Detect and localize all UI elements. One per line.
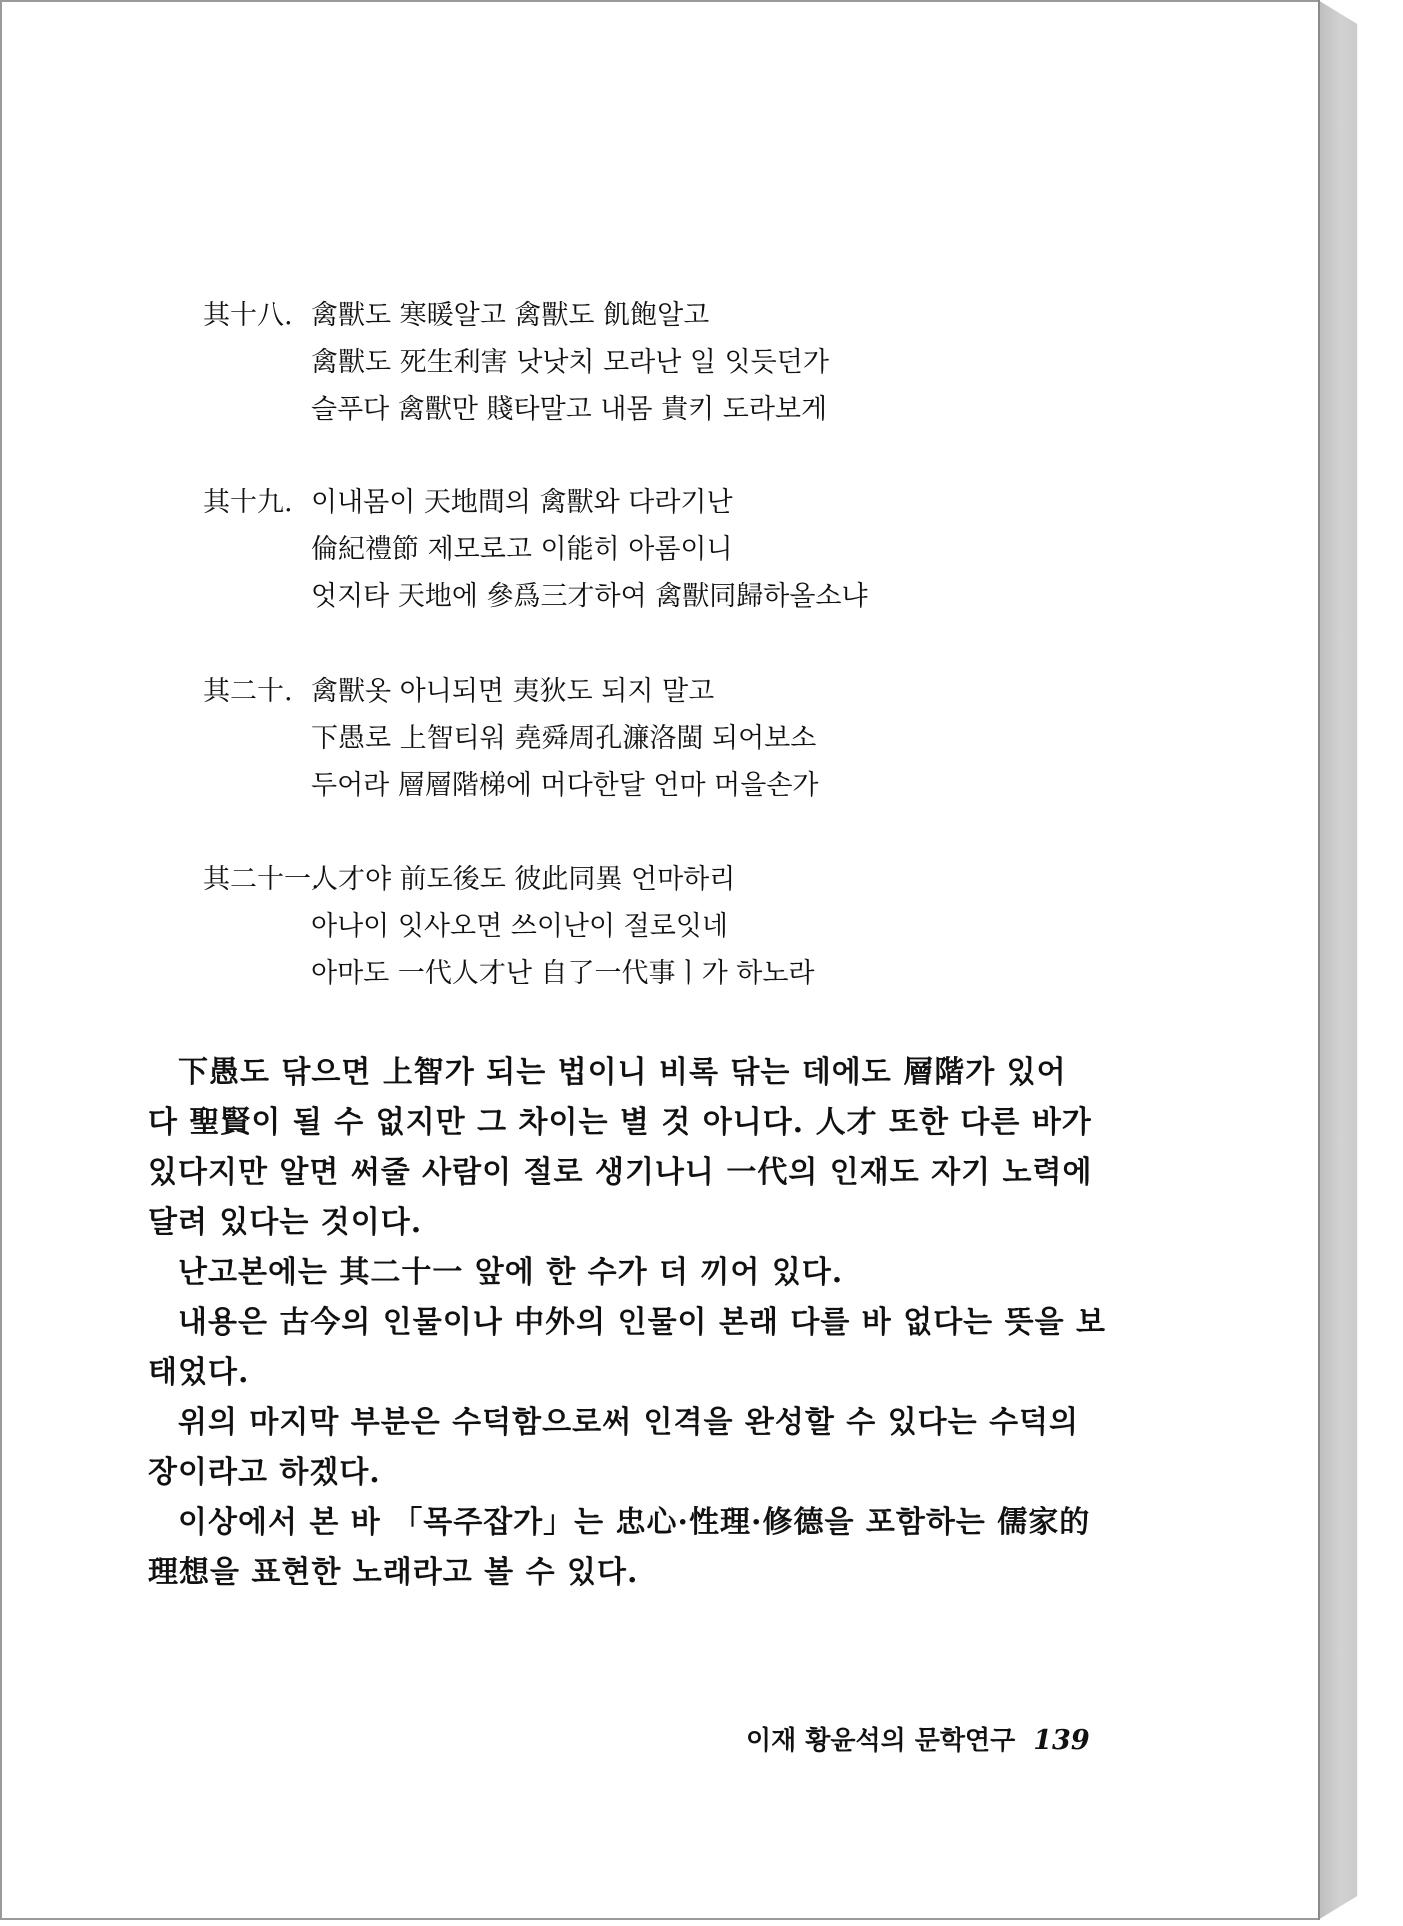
verse-18	[203, 292, 829, 433]
verse-text: 人才야 前도後도 彼此同異 언마하리	[311, 864, 736, 895]
verse-20	[203, 668, 818, 809]
commentary-paragraph: 내용은 古今의 인물이나 中外의 인물이 본래 다를 바 없다는 뜻을 보태었다.	[148, 1305, 1106, 1390]
verse-line	[203, 292, 829, 339]
commentary-paragraph: 下愚도 닦으면 上智가 되는 법이니 비록 닦는 데에도 層階가 있어 다 聖賢이 될 수 없지만 그 차이는 별 것 아니다. 人才 또한 다른 바가 있다지만 알면 써줄 사람이 절로 생기나니 一代의 인재도 자기 노력에 달려 있다는 것이다.	[148, 1055, 1093, 1240]
verse-text: 禽獸도 死生利害 낫낫치 모라난 일 잇듯던가	[311, 347, 829, 378]
verse-21	[203, 856, 815, 997]
verse-number: 其二十.	[203, 676, 293, 707]
verse-line	[203, 573, 868, 620]
verse-line	[203, 526, 868, 573]
verse-line	[203, 856, 815, 903]
verse-line	[203, 668, 818, 715]
verse-text: 禽獸옷 아니되면 夷狄도 되지 말고	[311, 676, 715, 707]
verse-text: 엇지타 天地에 參爲三才하여 禽獸同歸하올소냐	[311, 581, 868, 612]
verse-line	[203, 339, 829, 386]
verse-19	[203, 479, 868, 620]
verse-text: 아마도 一代人才난 自了一代事ㅣ가 하노라	[311, 958, 815, 989]
verse-line	[203, 762, 818, 809]
verse-number: 其二十一.	[203, 864, 320, 895]
verse-line	[203, 903, 815, 950]
commentary-paragraph: 위의 마지막 부분은 수덕함으로써 인격을 완성할 수 있다는 수덕의 장이라고 하겠다.	[148, 1405, 1080, 1490]
verse-text: 禽獸도 寒暖알고 禽獸도 飢飽알고	[311, 300, 710, 331]
verse-number: 其十八.	[203, 300, 293, 331]
running-title: 이재 황윤석의 문학연구	[746, 1726, 1016, 1756]
commentary-section	[148, 1048, 1108, 1598]
page-number: 139	[1033, 1725, 1090, 1756]
verse-line	[203, 715, 818, 762]
verse-text: 이내몸이 天地間의 禽獸와 다라기난	[311, 487, 733, 518]
verse-text: 下愚로 上智티워 堯舜周孔濂洛閩 되어보소	[311, 723, 817, 754]
page-footer	[746, 1720, 1090, 1757]
verse-text: 倫紀禮節 제모로고 이能히 아롬이니	[311, 534, 733, 565]
commentary-paragraph: 난고본에는 其二十一 앞에 한 수가 더 끼어 있다.	[178, 1255, 844, 1290]
verse-text: 슬푸다 禽獸만 賤타말고 내몸 貴키 도라보게	[311, 394, 828, 425]
verse-line	[203, 386, 829, 433]
verse-number: 其十九.	[203, 487, 293, 518]
page-edge-border	[1318, 0, 1358, 1920]
verse-line	[203, 479, 868, 526]
verse-line	[203, 950, 815, 997]
verse-text: 아나이 잇사오면 쓰이난이 절로잇네	[311, 911, 728, 942]
commentary-paragraph: 이상에서 본 바 「목주잡가」는 忠心·性理·修德을 포함하는 儒家的 理想을 표현한 노래라고 볼 수 있다.	[148, 1505, 1091, 1590]
verse-text: 두어라 層層階梯에 머다한달 언마 머을손가	[311, 770, 819, 801]
